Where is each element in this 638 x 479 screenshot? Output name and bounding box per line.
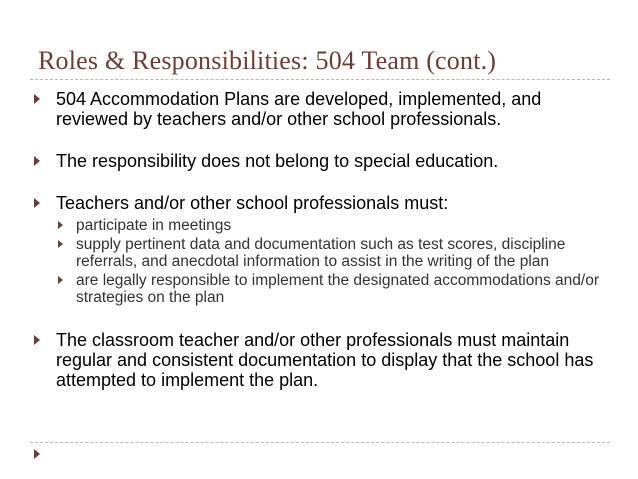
triangle-bullet-icon (34, 198, 40, 208)
bullet-item (30, 193, 610, 306)
sub-bullet-text: are legally responsible to implement the designated accommodations and/or strategies on the plan (76, 272, 599, 306)
sub-bullet-list (56, 217, 610, 306)
bullet-text: Teachers and/or other school professionals must: (56, 193, 449, 213)
bullet-item (30, 330, 610, 390)
triangle-bullet-icon (34, 156, 40, 166)
bullet-item (30, 151, 610, 171)
sub-bullet-item (56, 217, 610, 234)
footer-divider (30, 442, 610, 443)
sub-bullet-item (56, 236, 610, 270)
bullet-text: The responsibility does not belong to special education. (56, 151, 499, 171)
triangle-bullet-icon (58, 221, 63, 229)
sub-bullet-text: participate in meetings (76, 217, 232, 234)
title-divider (30, 79, 610, 80)
bullet-item (30, 89, 610, 129)
triangle-bullet-icon (58, 240, 63, 248)
sub-bullet-item (56, 272, 610, 306)
slide-content (30, 89, 610, 390)
bullet-text: 504 Accommodation Plans are developed, implemented, and reviewed by teachers and/or other school professionals. (56, 89, 542, 129)
footer-triangle-icon (34, 449, 40, 459)
slide-title: Roles & Responsibilities: 504 Team (cont.) (38, 46, 497, 75)
bullet-text: The classroom teacher and/or other professionals must maintain regular and consistent documentation to display that the school has attempted to implement the plan. (56, 330, 594, 390)
triangle-bullet-icon (58, 276, 63, 284)
sub-bullet-text: supply pertinent data and documentation such as test scores, discipline referrals, and anecdotal information to assist in the writing of the plan (76, 236, 566, 270)
triangle-bullet-icon (34, 335, 40, 345)
triangle-bullet-icon (34, 94, 40, 104)
